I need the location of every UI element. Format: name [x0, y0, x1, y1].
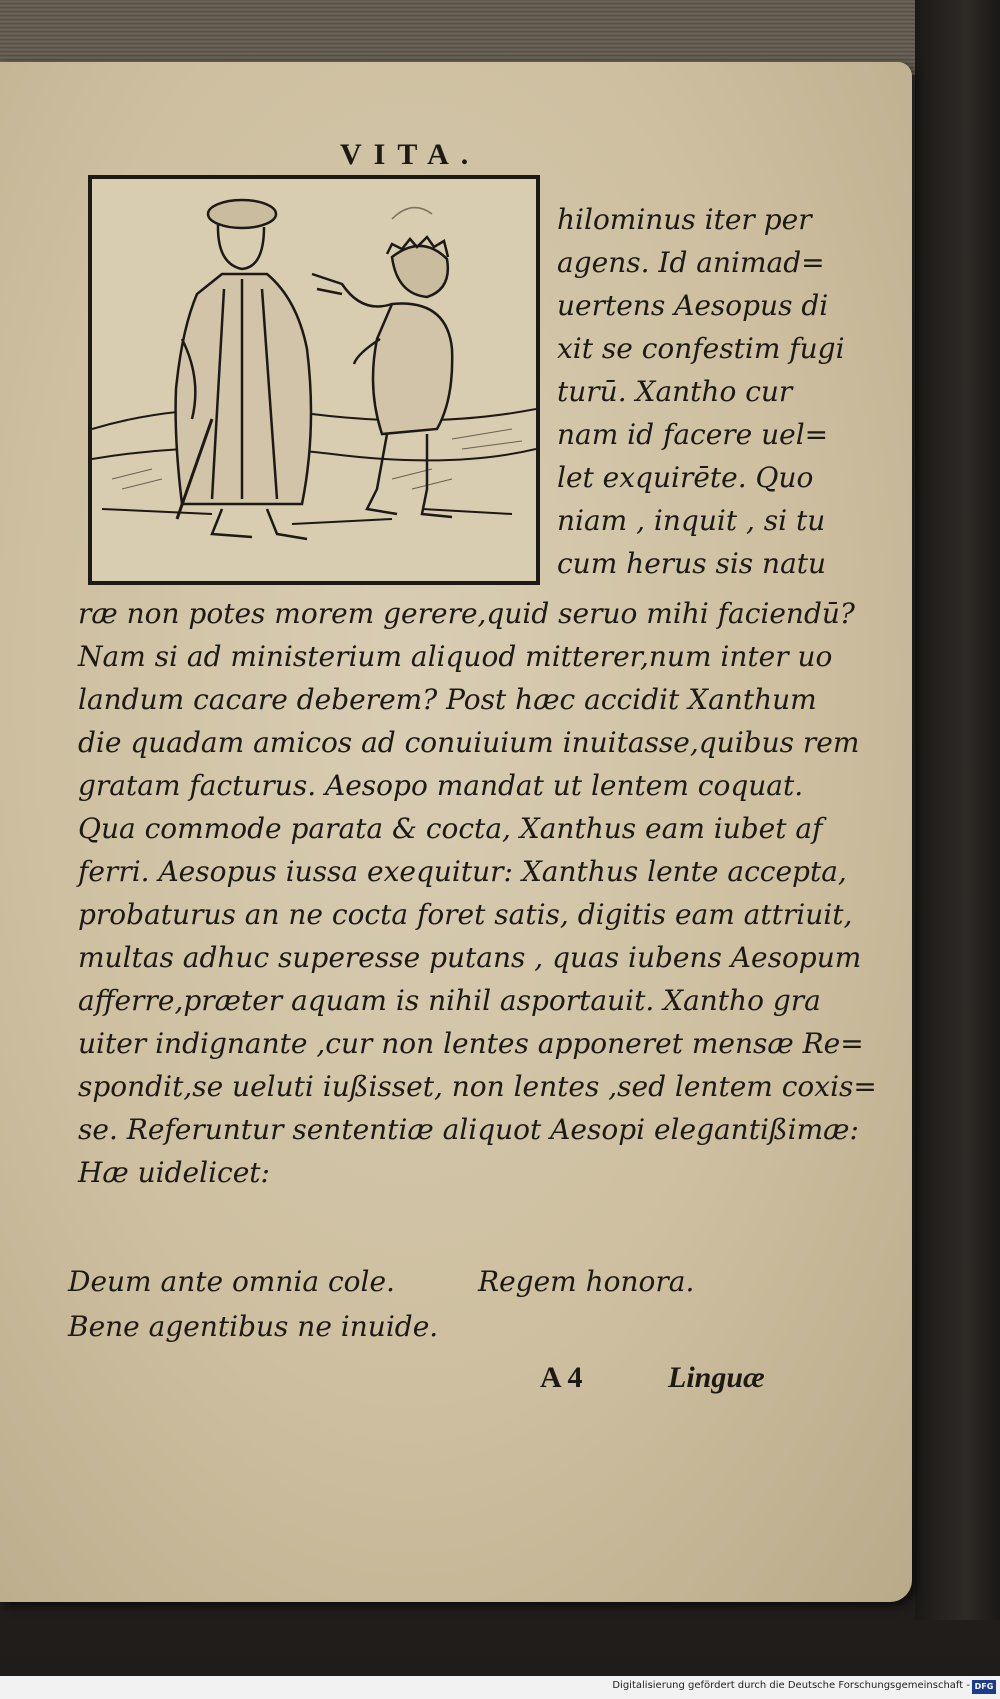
text-line: Nam si ad ministerium aliquod mitterer,num inter uo	[78, 640, 833, 673]
woodcut-illustration	[88, 175, 540, 585]
text-line: turū. Xantho cur	[557, 375, 793, 408]
text-line: die quadam amicos ad conuiuium inuitasse,quibus rem	[78, 726, 860, 759]
text-line: uiter indignante ,cur non lentes apponeret mensæ Re=	[78, 1027, 864, 1060]
text-line: se. Referuntur sententiæ aliquot Aesopi elegantißimæ:	[78, 1113, 859, 1146]
text-line: probaturus an ne cocta foret satis, digitis eam attriuit,	[78, 898, 853, 931]
maxim: Deum ante omnia cole.	[68, 1265, 395, 1298]
text-line: agens. Id animad=	[557, 246, 825, 279]
running-header: VITA.	[340, 138, 481, 171]
text-line: cum herus sis natu	[557, 547, 827, 580]
dfg-logo: DFG	[972, 1680, 996, 1694]
maxim: Bene agentibus ne inuide.	[68, 1310, 439, 1343]
text-line: Qua commode parata & cocta, Xanthus eam iubet af	[78, 812, 823, 845]
text-line: uertens Aesopus di	[557, 289, 829, 322]
binding-shadow	[915, 0, 1000, 1620]
text-line: xit se confestim fugi	[557, 332, 845, 365]
catchword: Linguæ	[668, 1361, 765, 1394]
master-figure	[176, 200, 311, 539]
text-line: hilominus iter per	[557, 203, 812, 236]
maxim: Regem honora.	[478, 1265, 695, 1298]
text-line: spondit,se ueluti iußisset, non lentes ,sed lentem coxis=	[78, 1070, 877, 1103]
text-line: nam id facere uel=	[557, 418, 829, 451]
digitization-credit: Digitalisierung gefördert durch die Deutsche Forschungsgemeinschaft -	[612, 1680, 970, 1691]
woodcut-drawing	[92, 179, 536, 581]
text-line: multas adhuc superesse putans , quas iubens Aesopum	[78, 941, 862, 974]
text-line: gratam facturus. Aesopo mandat ut lentem coquat.	[78, 769, 804, 802]
signature-mark: A 4	[540, 1361, 583, 1394]
text-line: ræ non potes morem gerere,quid seruo mihi faciendū?	[78, 597, 855, 630]
text-line: landum cacare deberem? Post hæc accidit Xanthum	[78, 683, 817, 716]
text-line: let exquirēte. Quo	[557, 461, 814, 494]
text-line: Hæ uidelicet:	[78, 1156, 270, 1189]
text-line: niam , inquit , si tu	[557, 504, 826, 537]
text-column-beside-image	[557, 198, 845, 585]
text-line: afferre,præter aquam is nihil asportauit. Xantho gra	[78, 984, 821, 1017]
aesop-figure	[312, 237, 452, 517]
text-line: ferri. Aesopus iussa exequitur: Xanthus lente accepta,	[78, 855, 847, 888]
main-text-body	[78, 592, 877, 1194]
